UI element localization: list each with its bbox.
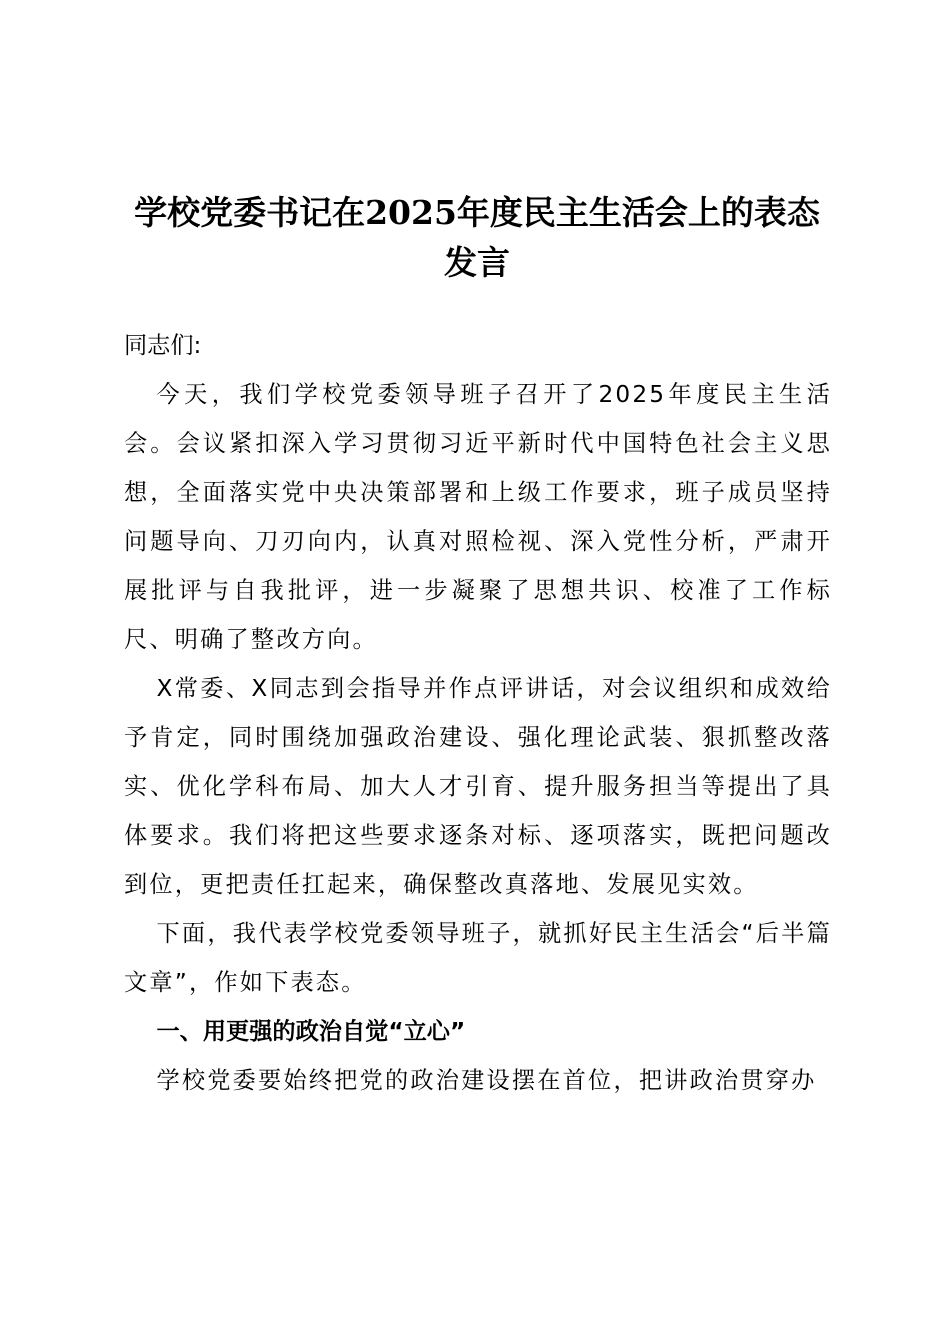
paragraph-section-1: 学校党委要始终把党的政治建设摆在首位，把讲政治贯穿办 bbox=[156, 1067, 817, 1094]
paragraph-opening: 今天，我们学校党委领导班子召开了2025年度民主生活会。会议紧扣深入学习贯彻习近平新时代中国特色社会主义思想，全面落实党中央决策部署和上级工作要求，班子成员坚持问题导向、刀刃向内，认真对照检视、深入党性分析，严肃开展批评与自我批评，进一步凝聚了思想共识、校准了工作标尺、明确了整改方向。 bbox=[124, 381, 832, 653]
salutation: 同志们: bbox=[124, 332, 202, 359]
paragraph-guidance: X常委、X同志到会指导并作点评讲话，对会议组织和成效给予肯定，同时围绕加强政治建设、强化理论武装、狠抓整改落实、优化学科布局、加大人才引育、提升服务担当等提出了具体要求。我们将把这些要求逐条对标、逐项落实，既把问题改到位，更把责任扛起来，确保整改真落地、发展见实效。 bbox=[124, 675, 832, 898]
section-heading-1: 一、用更强的政治自觉“立心” bbox=[156, 1018, 466, 1045]
paragraph-transition: 下面，我代表学校党委领导班子，就抓好民主生活会“后半篇文章”，作如下表态。 bbox=[124, 920, 832, 996]
document-title: 学校党委书记在2025年度民主生活会上的表态发言 bbox=[134, 193, 820, 282]
document-body bbox=[124, 321, 832, 1105]
